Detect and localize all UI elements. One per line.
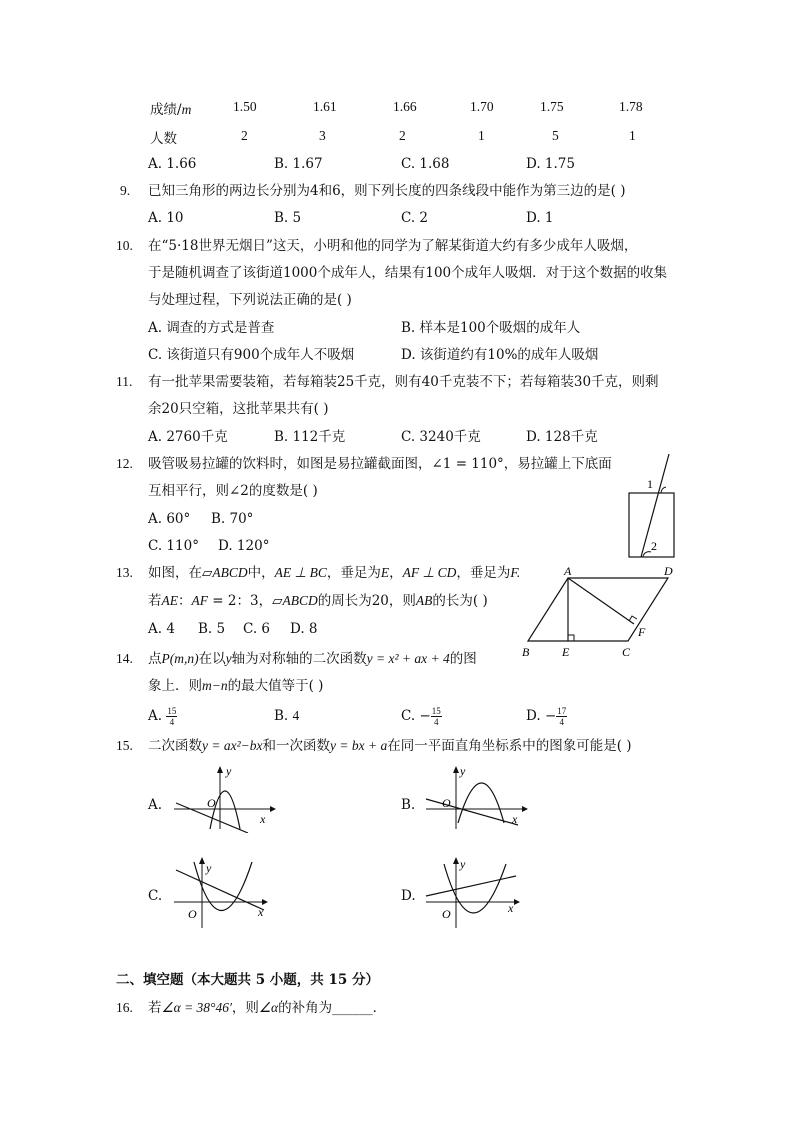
question-text: 点P(m,n)在以y轴为对称轴的二次函数y = x² + ax + 4的图 xyxy=(148,651,477,667)
option: C. 110° xyxy=(148,538,199,554)
table-row-label: 人数 xyxy=(150,131,177,147)
question-number: 10. xyxy=(116,238,133,253)
question-text: 于是随机调查了该街道1000个成年人，结果有100个成年人吸烟．对于这个数据的收集 xyxy=(148,265,668,281)
option: B. 样本是100个吸烟的成年人 xyxy=(401,320,581,336)
line-graph xyxy=(176,870,264,910)
option: C. 3240千克 xyxy=(401,429,481,445)
table-cell: 1.70 xyxy=(470,99,494,114)
question-text: 吸管吸易拉罐的饮料时，如图是易拉罐截面图，∠1 = 110°，易拉罐上下底面 xyxy=(148,456,612,472)
y-axis-arrow xyxy=(453,766,459,773)
table-cell: 2 xyxy=(241,128,248,143)
option-label: A. xyxy=(148,797,163,813)
x-label: x xyxy=(508,901,514,915)
label-d: D xyxy=(664,564,673,578)
origin-label: O xyxy=(442,907,451,921)
x-axis-arrow xyxy=(522,806,528,812)
question-number: 15. xyxy=(116,738,133,753)
table-cell: 1.75 xyxy=(540,99,564,114)
label-b: B xyxy=(522,645,530,659)
question-text: 余20只空箱，这批苹果共有( ) xyxy=(148,401,329,417)
option: A. 调查的方式是普查 xyxy=(148,320,275,336)
question-text: 与处理过程，下列说法正确的是( ) xyxy=(148,292,352,308)
option: B. 4 xyxy=(274,708,300,724)
y-label: y xyxy=(460,764,466,778)
table-header-label: 成绩/m xyxy=(150,102,192,118)
angle1-label: 1 xyxy=(647,477,653,491)
altitude-af xyxy=(568,578,634,624)
question-text: 在“5·18世界无烟日”这天，小明和他的同学为了解某街道大约有多少成年人吸烟， xyxy=(148,238,638,254)
section-title: 二、填空题（本大题共 5 小题，共 15 分） xyxy=(116,972,379,988)
label-a: A xyxy=(564,564,572,578)
y-label: y xyxy=(460,857,466,871)
fraction: $\frac{15}{4}$ xyxy=(431,706,441,727)
question-number: 11. xyxy=(116,374,133,389)
question-text: 有一批苹果需要装箱，若每箱装25千克，则有40千克装不下；若每箱装30千克，则剩 xyxy=(148,374,659,390)
right-angle-f xyxy=(629,616,637,621)
option: D. 128千克 xyxy=(526,429,598,445)
table-cell: 1.78 xyxy=(619,99,643,114)
graph-option-d xyxy=(422,854,532,930)
option: C. 2 xyxy=(401,210,429,226)
y-axis-arrow xyxy=(453,857,459,864)
option: A. 10 xyxy=(148,210,184,226)
option: A. 60° xyxy=(148,511,191,527)
option: A. 4 xyxy=(148,621,175,637)
question-number: 16. xyxy=(116,1000,133,1015)
right-angle-e xyxy=(568,635,574,641)
graph-option-a xyxy=(170,763,280,833)
option: D. − $\frac{17}{4}$ xyxy=(526,706,567,727)
question-number: 13. xyxy=(116,565,133,580)
fraction: $\frac{17}{4}$ xyxy=(557,706,567,727)
label-f: F xyxy=(638,625,646,639)
table-cell: 1 xyxy=(629,128,636,143)
table-cell: 3 xyxy=(319,128,326,143)
parabola xyxy=(458,783,504,823)
label-e: E xyxy=(562,645,570,659)
option: B. 112千克 xyxy=(274,429,346,445)
table-cell: 1.61 xyxy=(313,99,337,114)
parallelogram-abcd xyxy=(528,578,668,641)
origin-label: O xyxy=(188,907,197,921)
table-cell: 5 xyxy=(552,128,559,143)
x-axis-arrow xyxy=(514,899,520,905)
answer-blank: ______ xyxy=(332,1000,373,1016)
label-c: C xyxy=(622,645,631,659)
y-axis-arrow xyxy=(199,857,205,864)
option: D. 该街道约有10%的成年人吸烟 xyxy=(401,347,599,363)
table-cell: 1.66 xyxy=(393,99,417,114)
table-cell: 1.50 xyxy=(233,99,257,114)
option: B. 1.67 xyxy=(274,156,323,172)
table-cell: 2 xyxy=(399,128,406,143)
parabola xyxy=(194,862,252,911)
fraction: $\frac{15}{4}$ xyxy=(167,706,177,727)
question-text: 互相平行，则∠2的度数是( ) xyxy=(148,483,318,499)
table-cell: 1 xyxy=(478,128,485,143)
line-graph xyxy=(426,799,518,825)
x-label: x xyxy=(512,812,518,826)
x-axis-arrow xyxy=(270,806,276,812)
option: A. $\frac{15}{4}$ xyxy=(148,706,177,727)
question-text: 象上．则m−n的最大值等于( ) xyxy=(148,678,324,694)
question-text: 若∠α = 38°46′，则∠α的补角为______． xyxy=(148,1000,387,1016)
option: A. 2760千克 xyxy=(148,429,228,445)
option: D. 8 xyxy=(290,621,318,637)
angle1-arc xyxy=(661,487,666,493)
option-label: B. xyxy=(401,797,416,813)
x-label: x xyxy=(260,812,266,826)
option: C. 1.68 xyxy=(401,156,450,172)
question-text: 二次函数y = ax²−bx和一次函数y = bx + a在同一平面直角坐标系中的图象可能是( ) xyxy=(148,738,632,754)
option: C. 6 xyxy=(243,621,271,637)
question-text: 如图，在▱ABCD中，AE ⊥ BC，垂足为E，AF ⊥ CD，垂足为F. xyxy=(148,565,521,581)
option-label: D. xyxy=(401,888,416,904)
option: D. 120° xyxy=(218,538,270,554)
can-cross-section-figure xyxy=(620,452,680,562)
origin-label: O xyxy=(207,796,216,810)
line-graph xyxy=(426,876,516,896)
y-label: y xyxy=(206,861,212,875)
angle2-arc xyxy=(643,552,651,557)
option: B. 70° xyxy=(211,511,254,527)
question-text: 已知三角形的两边长分别为4和6，则下列长度的四条线段中能作为第三边的是( ) xyxy=(148,183,626,199)
angle2-label: 2 xyxy=(651,539,657,553)
option: A. 1.66 xyxy=(148,156,197,172)
option: B. 5 xyxy=(274,210,302,226)
y-axis-arrow xyxy=(217,766,223,773)
parabola xyxy=(444,864,506,913)
graph-option-b xyxy=(422,763,532,833)
parallelogram-figure xyxy=(518,562,686,662)
option: D. 1 xyxy=(526,210,554,226)
question-number: 9. xyxy=(120,183,131,198)
y-label: y xyxy=(226,764,232,778)
origin-label: O xyxy=(442,796,451,810)
x-label: x xyxy=(258,905,264,919)
option: C. − $\frac{15}{4}$ xyxy=(401,706,441,727)
option: D. 1.75 xyxy=(526,156,575,172)
option: C. 该街道只有900个成年人不吸烟 xyxy=(148,347,355,363)
option-label: C. xyxy=(148,888,163,904)
question-number: 12. xyxy=(116,456,133,471)
question-text: 若AE：AF = 2：3，▱ABCD的周长为20，则AB的长为( ) xyxy=(148,593,488,609)
graph-option-c xyxy=(170,854,280,930)
option: B. 5 xyxy=(198,621,226,637)
question-number: 14. xyxy=(116,651,133,666)
